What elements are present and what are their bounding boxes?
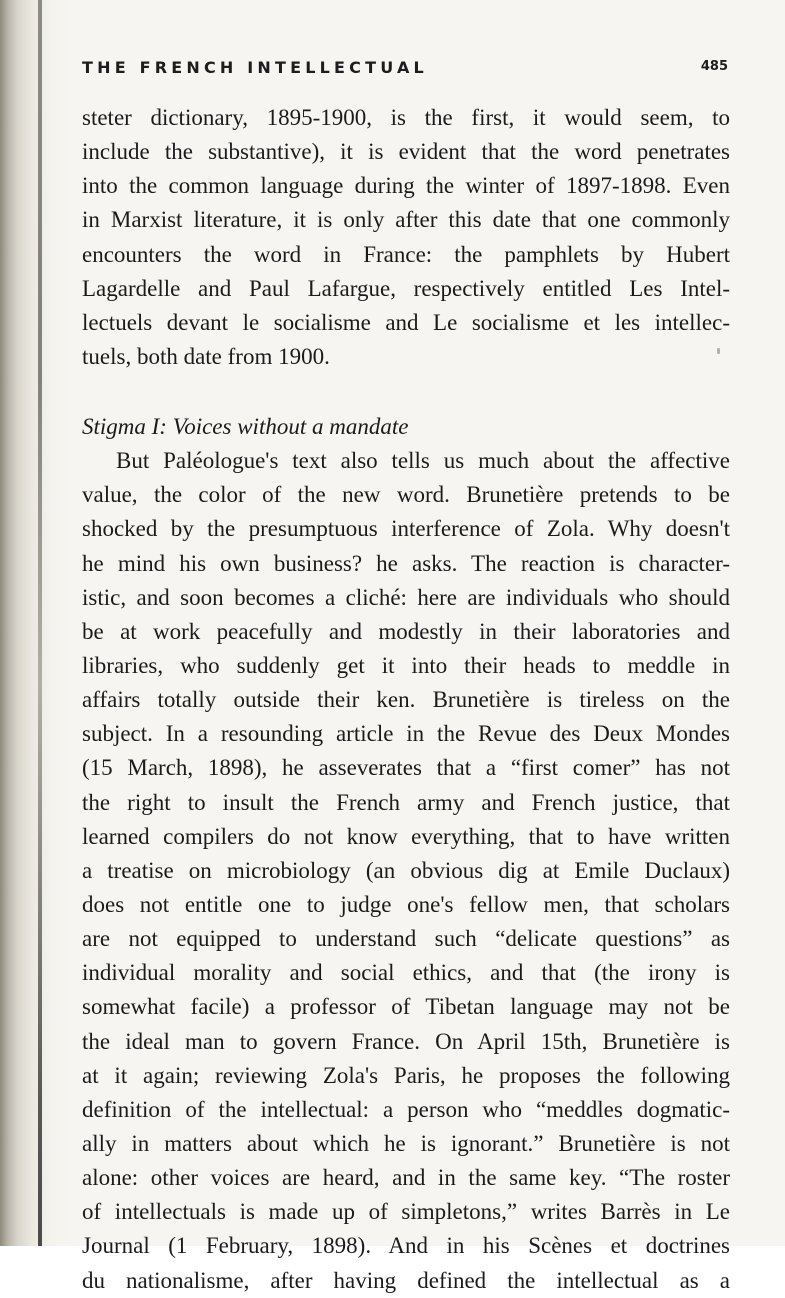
section-gap: [82, 374, 730, 410]
text-line: istic, and soon becomes a cliché: here are individuals who should: [82, 584, 730, 610]
text-line: affairs totally outside their ken. Brunetière is tireless on the: [82, 687, 730, 713]
text-line: Journal (1 February, 1898). And in his Scènes et doctrines: [82, 1233, 730, 1259]
text-line: individual morality and social ethics, and that (the irony is: [82, 960, 730, 986]
text-line: learned compilers do not know everything, that to have written: [82, 823, 730, 849]
text-line: ally in matters about which he is ignorant.” Brunetière is not: [82, 1130, 730, 1156]
text-line: into the common language during the winter of 1897-1898. Even: [82, 173, 730, 199]
paragraph-1: [82, 101, 730, 374]
text-line: tuels, both date from 1900.: [82, 343, 330, 369]
text-line: steter dictionary, 1895-1900, is the first, it would seem, to: [82, 105, 730, 130]
text-line: he mind his own business? he asks. The reaction is character-: [82, 550, 730, 576]
text-line: be at work peacefully and modestly in their laboratories and: [82, 618, 730, 644]
text-line: does not entitle one to judge one's fellow men, that scholars: [82, 891, 730, 917]
text-line: shocked by the presumptuous interference of Zola. Why doesn't: [82, 516, 730, 542]
paragraph-2: [82, 444, 730, 1298]
text-line: the ideal man to govern France. On April 15th, Brunetière is: [82, 1028, 730, 1054]
page-edge: [38, 0, 42, 1246]
text-line: (15 March, 1898), he asseverates that a “first comer” has not: [82, 755, 730, 781]
text-line: But Paléologue's text also tells us much about the affective: [116, 448, 730, 474]
text-line: subject. In a resounding article in the Revue des Deux Mondes: [82, 721, 730, 747]
text-line: alone: other voices are heard, and in the same key. “The roster: [82, 1165, 730, 1191]
text-line: in Marxist literature, it is only after this date that one commonly: [82, 207, 730, 233]
text-line: lectuels devant le socialisme and Le socialisme et les intellec-: [82, 309, 730, 335]
body-text: [82, 101, 730, 1298]
text-line: at it again; reviewing Zola's Paris, he proposes the following: [82, 1062, 730, 1088]
text-line: somewhat facile) a professor of Tibetan language may not be: [82, 994, 730, 1020]
text-line: the right to insult the French army and French justice, that: [82, 789, 730, 815]
running-title: THE FRENCH INTELLECTUAL: [82, 58, 428, 77]
text-line: a treatise on microbiology (an obvious dig at Emile Duclaux): [82, 857, 730, 883]
text-line: Lagardelle and Paul Lafargue, respectively entitled Les Intel-: [82, 275, 730, 301]
running-head: [82, 58, 728, 82]
text-line: include the substantive), it is evident that the word penetrates: [82, 139, 730, 165]
page-number: 485: [700, 59, 728, 74]
text-line: du nationalisme, after having defined the intellectual as a: [82, 1267, 730, 1293]
text-line: libraries, who suddenly get it into their heads to meddle in: [82, 652, 730, 678]
section-heading: Stigma I: Voices without a mandate: [82, 414, 409, 440]
text-line: of intellectuals is made up of simpletons,” writes Barrès in Le: [82, 1199, 730, 1225]
text-line: encounters the word in France: the pamphlets by Hubert: [82, 241, 730, 267]
text-line: are not equipped to understand such “delicate questions” as: [82, 926, 730, 952]
text-line: value, the color of the new word. Brunetière pretends to be: [82, 482, 730, 508]
binding-shadow: [0, 0, 70, 1246]
text-line: definition of the intellectual: a person who “meddles dogmatic-: [82, 1096, 730, 1122]
